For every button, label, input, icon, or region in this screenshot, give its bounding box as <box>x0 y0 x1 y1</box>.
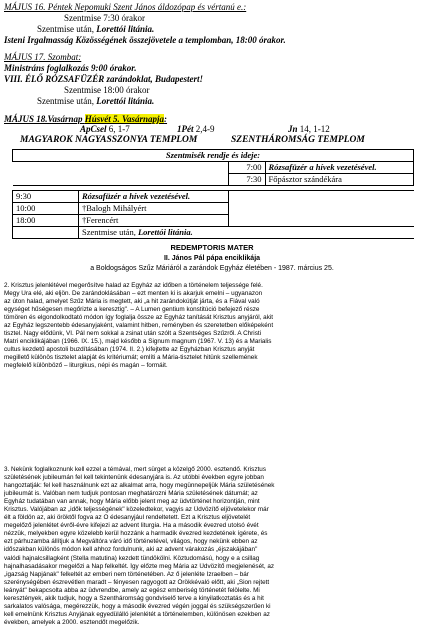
may17-altar-servers: Ministráns foglalkozás 9:00 órakor. <box>4 63 137 73</box>
may18-heading <box>4 114 167 124</box>
mass-schedule-table <box>12 149 414 239</box>
schedule-time-left-3: 18:00 <box>13 215 79 227</box>
schedule-title: Szentmisék rendje és ideje: <box>13 150 414 162</box>
schedule-text-left-2: †Balogh Mihályért <box>79 203 229 215</box>
schedule-row-right-2 <box>13 174 414 186</box>
schedule-text-right-2: Főpásztor szándékára <box>265 174 414 186</box>
may17-heading: MÁJUS 17. Szombat: <box>4 52 82 62</box>
paragraph-line: élt a földön az, aki öröktől fogva az Ő édesanyjául rendeltetett. Ezt a Krisztus eljövetelét <box>4 514 251 522</box>
may16-litany-name: Lorettói litánia. <box>96 24 155 34</box>
schedule-text-left-3: †Ferencért <box>79 215 229 227</box>
reading-john-ref: 14, 1-12 <box>299 124 330 134</box>
may17-mass-time: Szentmise 18:00 órakor <box>64 85 150 95</box>
paragraph-line: tömören és elgondolkodtató módon így foglalja össze az Egyház tanítását Krisztus anyjáról, akit <box>4 314 274 322</box>
schedule-time-left-1: 9:30 <box>13 191 79 203</box>
church-right-name: SZENTHÁROMSÁG TEMPLOM <box>231 135 365 145</box>
paragraph-line: kell emelnünk Krisztus Anyjának egyedülálló jelenlétét a történelemben, különösen ezekben az <box>4 610 270 618</box>
article-subtitle: II. János Pál pápa enciklikája <box>163 255 261 262</box>
schedule-footer <box>79 227 414 239</box>
may17-litany <box>37 96 154 106</box>
schedule-title-row <box>13 150 414 162</box>
paragraph-line: szerénységében észrevétlen maradt – fényesen ragyogott az Örökkévaló előtt, aki „Sion rejtett <box>4 578 270 586</box>
paragraph-line: időszakban különös módon kell ahhoz fordulnunk, aki az advent várakozás „éjszakájában" <box>4 546 258 554</box>
paragraph-line: az úton halad, amelyet Szűz Mária is megtett, aki „a hit zarándokútját járta, és a Fiával való <box>4 298 260 306</box>
paragraph-line: cultus kezdetű apostoli buzdításában (1974. II. 2.) kifejtette az Egyházban Krisztus anyját <box>4 346 255 354</box>
article-dedication: a Boldogságos Szűz Máriáról a zarándok Egyház életében - 1987. március 25. <box>90 265 334 272</box>
paragraph-line: megillető különös tisztelet alapját és kritériumát; említi a Mária-tisztelet hitünk szellemének <box>4 354 258 362</box>
paragraph-line: megfelelő különböző – liturgikus, népi és magán – formáit. <box>4 362 168 370</box>
paragraph-line: az Egyház legszentebb édesanyjaként, valamint hitben, reményben és szeretetben előképeként <box>4 322 274 330</box>
may18-heading-date: MÁJUS 18.Vasárnap <box>4 114 83 124</box>
may16-mass-time: Szentmise 7:30 órakor <box>64 13 145 23</box>
may17-rosary-pilgrimage: VIII. ÉLŐ RÓZSAFÜZÉR zarándoklat, Budapestert! <box>4 74 204 84</box>
may16-heading: MÁJUS 16. Péntek Nepomuki Szent János áldozópap és vértanú e.: <box>4 2 247 12</box>
paragraph-line: Matri enciklikájában (1966. IX. 15.), majd később a Signum magnum (1967. V. 13) és a Marialis <box>4 338 272 346</box>
schedule-empty-cell <box>13 227 79 239</box>
paragraph-line: valódi hajnalcsillagként (Stella matutina) kezdett tündökölni. Köztudomású, hogy e a csillag <box>4 554 260 562</box>
article-paragraph-3 <box>4 466 420 627</box>
schedule-footer-prefix: Szentmise után, <box>82 227 138 237</box>
reading-peter-book: 1Pét <box>177 124 196 134</box>
paragraph-line: hangoztatják: fel kell használnunk ezt az alkalmat arra, hogy megünnepeljük Mária születésének <box>4 482 275 490</box>
may18-heading-colon: : <box>164 114 168 124</box>
schedule-time-left-2: 10:00 <box>13 203 79 215</box>
paragraph-line: születésének jubileumán fel kell tekintenünk édesanyjára is. Az utóbbi években egyre jobban <box>4 474 264 482</box>
reading-acts-book: ApCsel <box>80 124 109 134</box>
paragraph-line: „igazság Napjának" felkeltét az emberi nem történetében. Az ő jelenléte Izraelben – bár <box>4 570 249 578</box>
paragraph-line: jubileumát is. Valóban nem tudjuk pontosan meghatározni Mária születésének dátumát; az <box>4 490 258 498</box>
paragraph-line: években, amelyek a 2000. esztendőt megelőzik. <box>4 618 140 626</box>
paragraph-line: 2. Krisztus jelenlétével megerősítve halad az Egyház az időben a történelem teljessége felé. <box>4 282 263 289</box>
paragraph-line: nézzük, melyekben egyre közelebb kerül hozzánk a harmadik évezred kezdetének ígérete, és <box>4 530 268 538</box>
reading-john-book: Jn <box>288 124 300 134</box>
schedule-row-right-1 <box>13 162 414 174</box>
paragraph-line: leányát" bekapcsolta abba az üdvrendbe, amely az egész emberiség történetét felölelte. Mi <box>4 586 260 594</box>
paragraph-line: hajnalhasadásakor megelőzi a Nap felkeltét. Így előzte meg Mária az Üdvözítő megjelenését, az <box>4 562 275 570</box>
paragraph-line: Megy Ura elé, aki eljön. De zarándoklásában – ezt menten ki is akarjuk emelni – ugyanazon <box>4 290 263 298</box>
reading-acts-ref: 6, 1-7 <box>108 124 130 134</box>
paragraph-line: Krisztus. Valójában az „idők teljességének" közeledtekor, vagyis az Üdvözítő eljövetelekor már <box>4 506 269 514</box>
may16-litany-prefix: Szentmise után, <box>37 24 97 34</box>
reading-acts <box>80 124 130 134</box>
schedule-footer-row <box>13 227 414 239</box>
schedule-text-left-1: Rózsafüzér a hívek vezetésével. <box>79 191 229 203</box>
may17-litany-name: Lorettói litánia. <box>96 96 155 106</box>
paragraph-line: ezt párhuzamba állítjuk a Megváltóra váró idő történetével, világos, hogy nekünk ebben az <box>4 538 258 546</box>
reading-peter-ref: 2,4-9 <box>195 124 215 134</box>
paragraph-line: megelőző jelenlétet évről-évre kifejezi az advent liturgia. Ha a második évezred utolsó évét <box>4 522 259 530</box>
may18-heading-feast: Húsvét 5. Vasárnapja <box>84 114 165 124</box>
schedule-empty-cell <box>265 203 414 215</box>
schedule-empty-cell <box>79 174 229 186</box>
schedule-row-left-3 <box>13 215 414 227</box>
reading-john <box>288 124 330 134</box>
schedule-empty-cell <box>13 174 79 186</box>
schedule-row-left-1 <box>13 191 414 203</box>
schedule-empty-cell <box>79 162 229 174</box>
schedule-empty-cell <box>228 215 265 227</box>
paragraph-line: 3. Nekünk foglalkoznunk kell ezzel a témával, mert sürget a közelgő 2000. esztendő. Krisztus <box>4 466 266 473</box>
may17-litany-prefix: Szentmise után, <box>37 96 97 106</box>
schedule-empty-cell <box>265 191 414 203</box>
may16-mercy-community: Isteni Irgalmasság Közösségének összejövetele a templomban, 18:00 órakor. <box>4 35 286 45</box>
schedule-text-right-1: Rózsafüzér a hívek vezetésével. <box>265 162 414 174</box>
schedule-time-right-1: 7:00 <box>228 162 265 174</box>
schedule-row-left-2 <box>13 203 414 215</box>
reading-peter <box>177 124 215 134</box>
paragraph-line: sarkalatos valósága, megérezzük, hogy a második évezred végén joggal és szükségszerűen ki <box>4 602 271 610</box>
article-paragraph-2 <box>4 282 420 371</box>
schedule-time-right-2: 7:30 <box>228 174 265 186</box>
schedule-footer-litany: Lorettói litánia. <box>137 227 193 237</box>
church-left-name: MAGYAROK NAGYASSZONYA TEMPLOM <box>20 135 198 145</box>
schedule-empty-cell <box>228 203 265 215</box>
schedule-empty-cell <box>13 162 79 174</box>
paragraph-line: keresztények, akik tudjuk, hogy a Szentháromság gondviselő terve a kinyilatkoztatás és a hit <box>4 594 264 602</box>
schedule-empty-cell <box>228 191 265 203</box>
paragraph-line: Egyház tudatában van annak, hogy Mária előbb jelent meg az üdvtörténet horizontján, mint <box>4 498 260 506</box>
article-title: REDEMPTORIS MATER <box>170 243 254 252</box>
may16-litany <box>37 24 154 34</box>
schedule-empty-cell <box>265 215 414 227</box>
paragraph-line: egységet hűségesen megőrizte a keresztig". – A Lumen gentium konstitúció befejező része <box>4 306 260 314</box>
paragraph-line: tisztel. Nagy elődünk, VI. Pál nem sokkal a zsinat után szólt a Szentséges Szűzről. A Christi <box>4 330 262 338</box>
